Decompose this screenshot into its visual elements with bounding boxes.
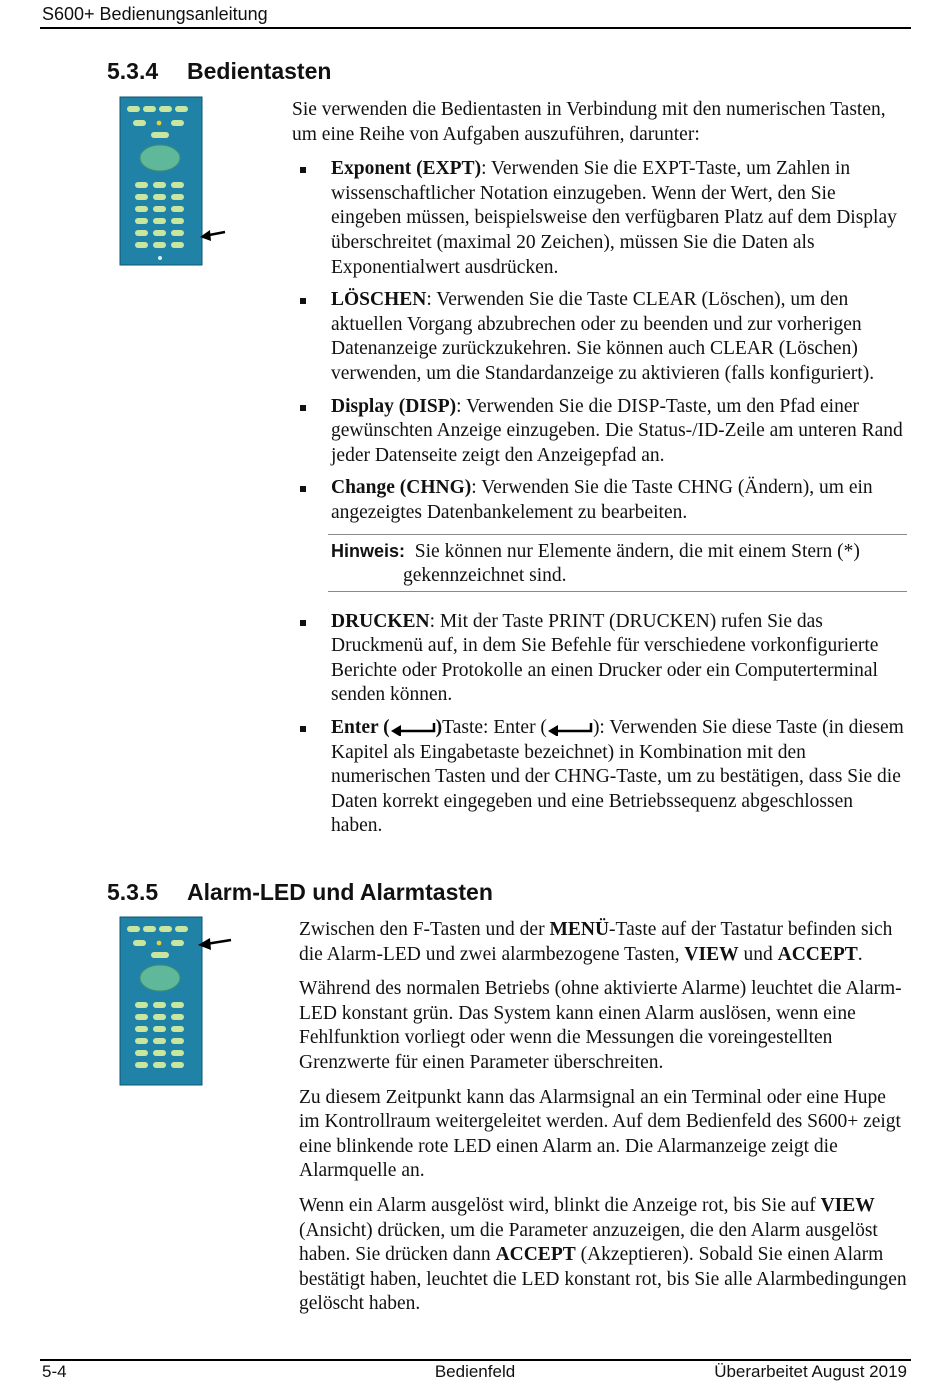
term-clear: LÖSCHEN [331,289,427,311]
desc-print: : Mit der Taste PRINT (DRUCKEN) rufen Sie das Druckmenü auf, in dem Sie Befehle für verschiedene vorkonfigurierte Berichte oder Protokolle an einen Drucker oder ein Computerterminal senden können. [331,610,879,706]
footer-revision: Überarbeitet August 2019 [714,1362,907,1381]
term-enter: Enter ( ) [331,717,443,739]
paragraph: Zu diesem Zeitpunkt kann das Alarmsignal an ein Terminal oder eine Hupe im Kontrollraum weitergeleitet werden. Auf dem Bedienfeld des S600+ zeigt eine blinkende rote LED einen Alarm an. Die Alarmanzeige zeigt die Alarmquelle an. [299,1086,901,1182]
note-box [328,534,907,592]
section-title: Alarm-LED und Alarmtasten [187,879,493,905]
section-number: 5.3.5 [107,879,159,905]
paragraph: Wenn ein Alarm ausgelöst wird, blinkt die Anzeige rot, bis Sie auf VIEW (Ansicht) drücken, um die Parameter anzuzeigen, die den Alarm ausgelöst haben. Sie drücken dann ACCEPT (Akzeptieren). Sobald Sie einen Alarm bestätigt haben, leuchtet die LED konstant rot, bis Sie alle Alarmbedingungen gelöscht haben. [299,1194,907,1315]
section-number: 5.3.4 [107,58,159,84]
section-heading-534 [107,58,331,85]
desc-expt: : Verwenden Sie die EXPT-Taste, um Zahlen in wissenschaftlicher Notation einzugeben. Wenn der Wert, den Sie eingeben müssen, beispielsweise den verfügbaren Platz auf dem Display überschreitet (maximal 20 Zeichen), müssen Sie die Daten als Exponentialwert ausdrücken. [331,158,897,278]
note-label: Hinweis: [331,540,406,561]
keypad-image [118,96,230,266]
section-534-body [292,98,907,847]
section-title: Bedientasten [187,58,332,84]
enter-arrow-icon [390,722,436,736]
term-expt: Exponent (EXPT) [331,158,482,180]
note-text: Sie können nur Elemente ändern, die mit einem Stern (*) gekennzeichnet sind. [403,540,860,587]
term-chng: Change (CHNG) [331,477,472,499]
list-item-clear [292,288,907,386]
footer-rule [40,1359,911,1361]
intro-paragraph: Sie verwenden die Bedientasten in Verbindung mit den numerischen Tasten, um eine Reihe von Aufgaben auszuführen, darunter: [292,99,886,145]
desc-clear: : Verwenden Sie die Taste CLEAR (Löschen), um den aktuellen Vorgang abzubrechen oder zu beenden und zur vorherigen Datenanzeige zurückzukehren. Sie können auch CLEAR (Löschen) verwenden, um die Standardanzeige zu aktivieren (falls konfiguriert). [331,289,875,384]
term-disp: Display (DISP) [331,395,457,417]
term-print: DRUCKEN [331,610,430,632]
bullet-list [292,157,907,525]
paragraph: Zwischen den F-Tasten und der MENÜ-Taste auf der Tastatur befinden sich die Alarm-LED und zwei alarmbezogene Tasten, VIEW und ACCEPT. [299,919,893,965]
desc-disp: : Verwenden Sie die DISP-Taste, um den Pfad einer gewünschten Anzeige einzugeben. Die Status-/ID-Zeile am unteren Rand jeder Datenseite zeigt den Anzeigepfad an. [331,395,903,466]
page-number: 5-4 [42,1362,67,1381]
footer-chapter: Bedienfeld [434,1362,516,1381]
list-item-expt [292,157,907,280]
enter-arrow-icon [547,722,593,736]
list-item-print [292,610,907,708]
header-rule [40,27,911,29]
list-item-chng [292,476,907,525]
running-header: S600+ Bedienungsanleitung [42,4,268,24]
list-item-disp [292,395,907,469]
enter-mid: Taste: Enter ( [442,717,547,739]
list-item-enter [292,716,907,839]
section-535-body [299,918,911,1327]
desc-chng: : Verwenden Sie die Taste CHNG (Ändern), um ein angezeigtes Datenbankelement zu bearbeiten. [331,477,873,523]
section-heading-535 [107,879,493,906]
desc-enter: ): Verwenden Sie diese Taste (in diesem Kapitel als Eingabetaste bezeichnet) in Kombination mit den numerischen Tasten und der CHNG-Taste, um zu bestätigen, dass Sie die Daten korrekt eingegeben und eine Betriebssequenz abgeschlossen haben. [331,717,904,837]
bullet-list-2 [292,610,907,839]
paragraph: Während des normalen Betriebs (ohne aktivierte Alarme) leuchtet die Alarm-LED konstant grün. Das System kann einen Alarm auslösen, wenn eine Fehlfunktion vorliegt oder wenn die Messungen die voreingestellten Grenzwerte für einen Parameter überschreiten. [299,978,902,1073]
keypad-image-alarm [118,916,236,1088]
